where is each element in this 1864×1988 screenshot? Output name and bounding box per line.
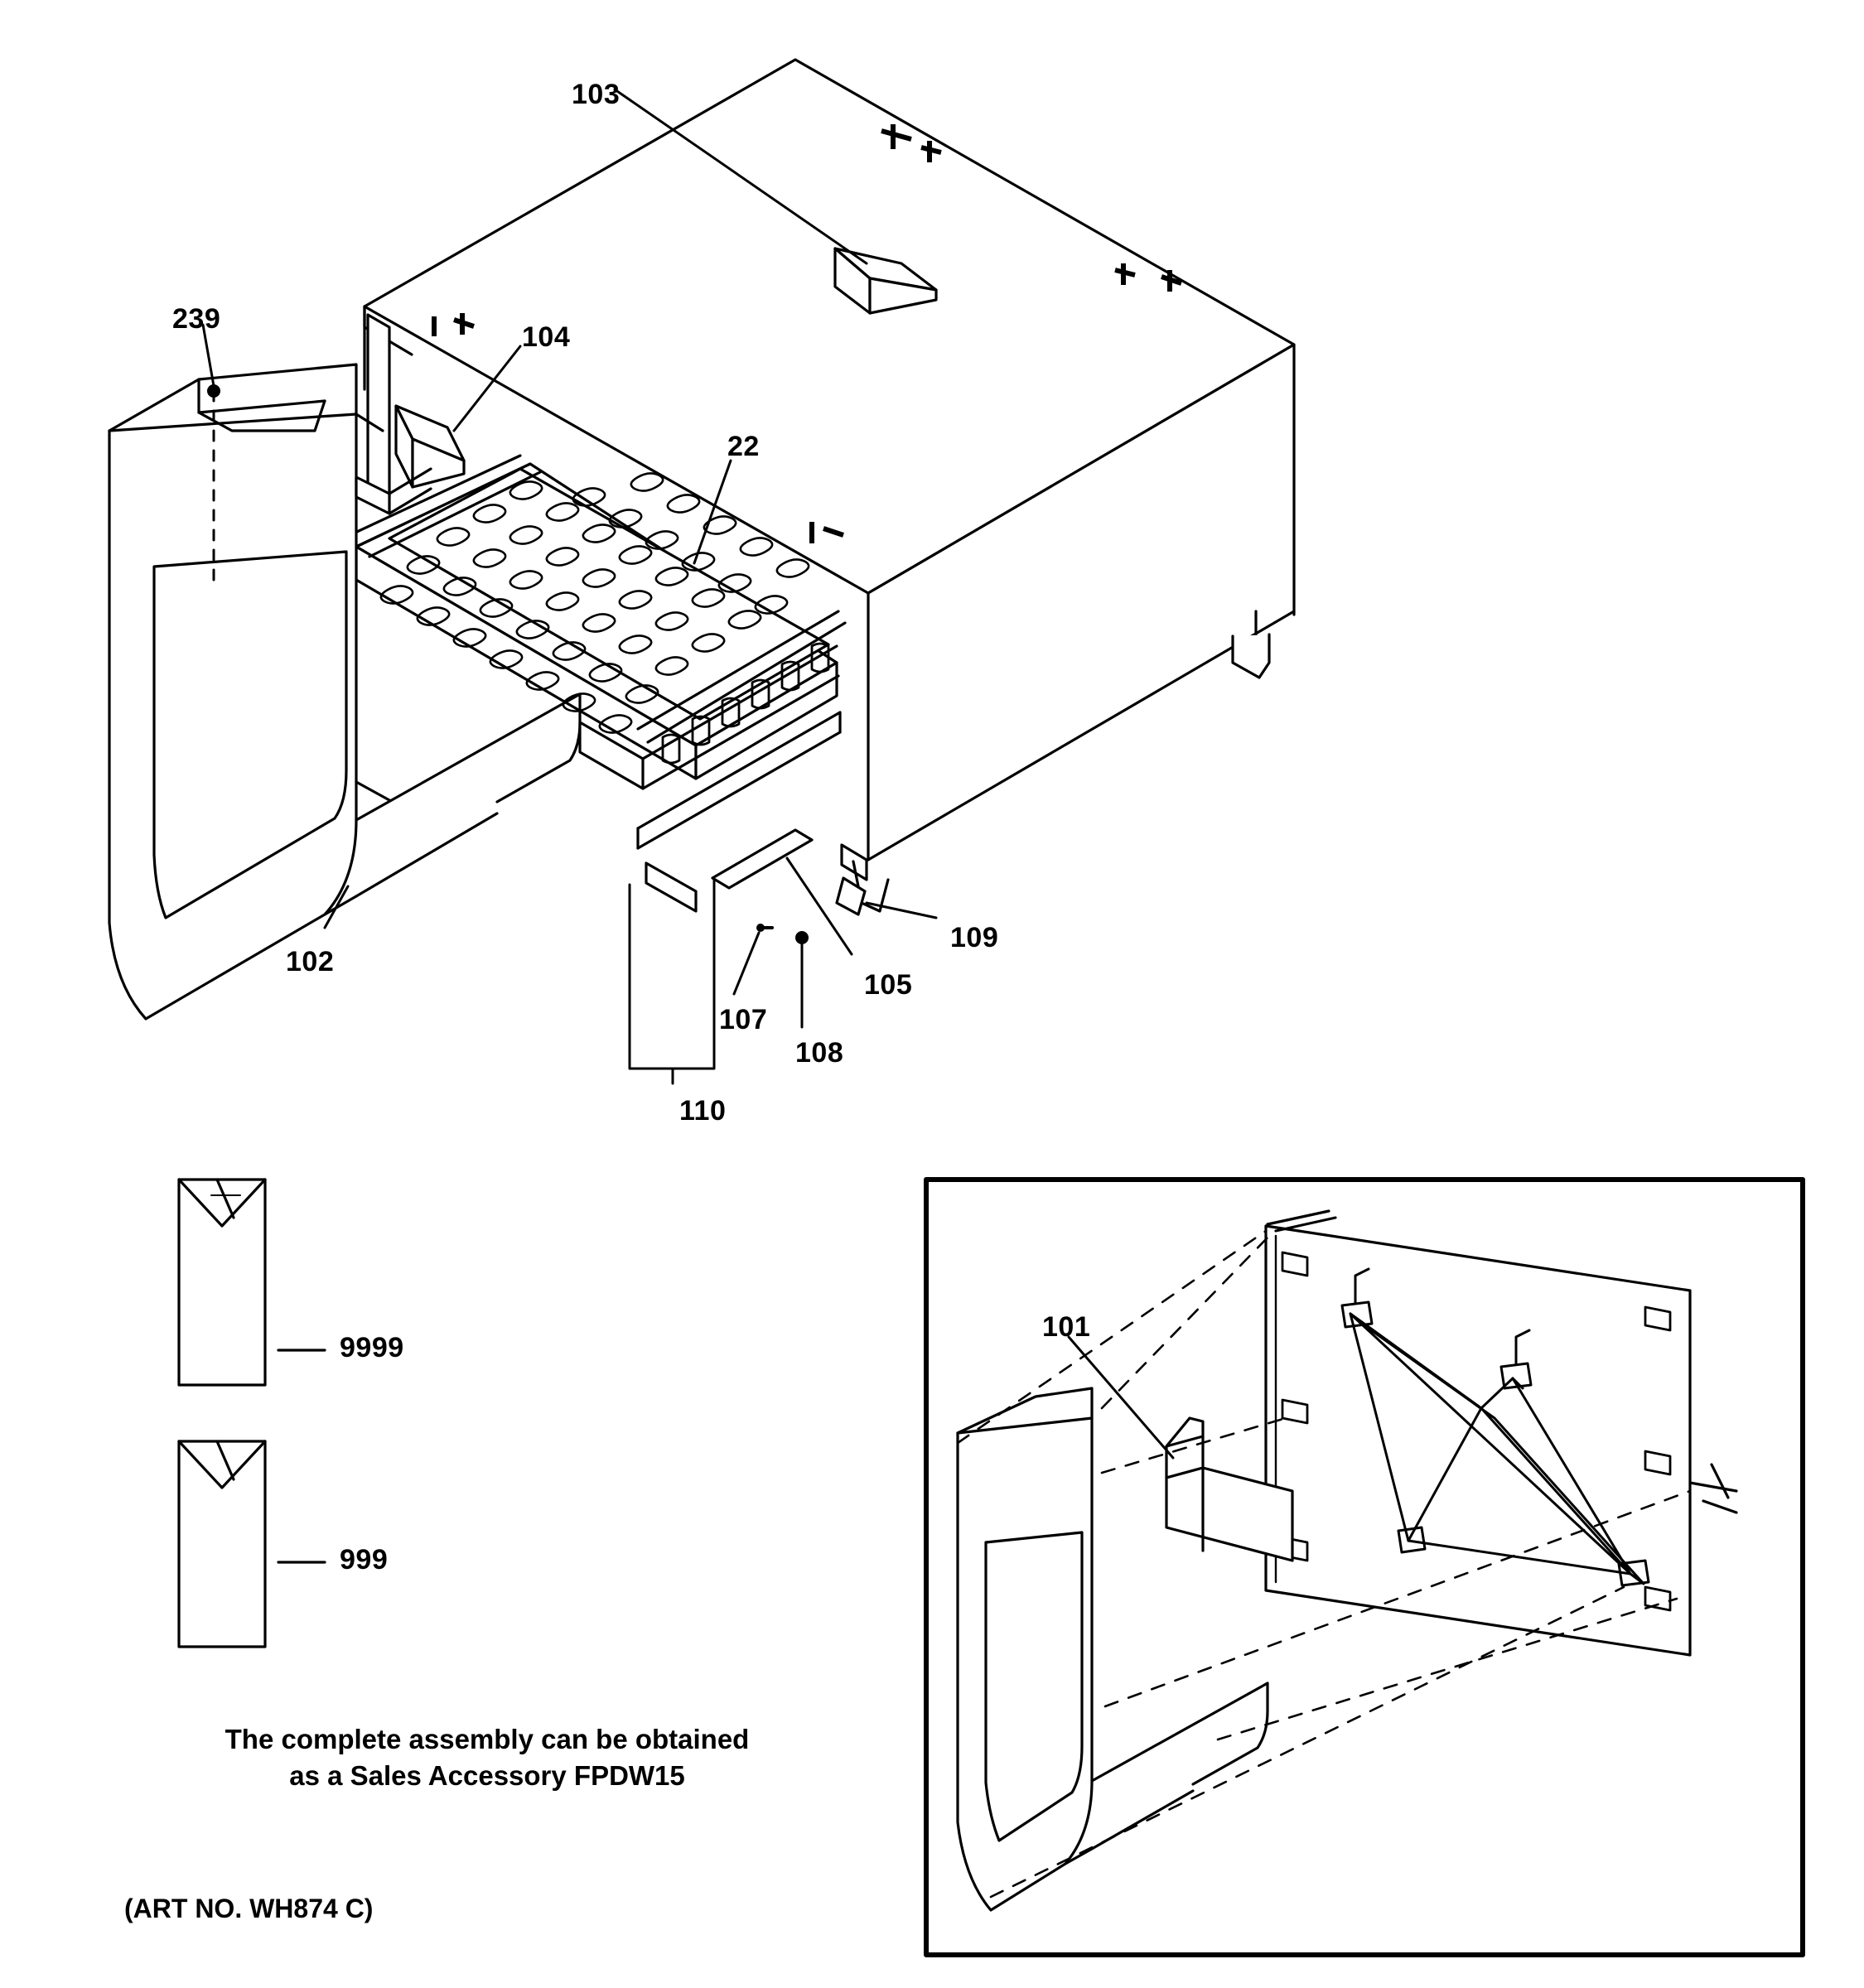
callout-22: 22	[727, 431, 760, 462]
callout-239: 239	[172, 303, 221, 335]
art-number: (ART NO. WH874 C)	[124, 1894, 374, 1923]
callout-109: 109	[950, 922, 999, 953]
assembly-note-line-2: as a Sales Accessory FPDW15	[289, 1760, 685, 1791]
callout-104: 104	[522, 321, 571, 353]
callout-102: 102	[286, 946, 335, 977]
callout-108: 108	[795, 1037, 844, 1069]
assembly-note-line-1: The complete assembly can be obtained	[225, 1724, 750, 1754]
callout-105: 105	[864, 969, 913, 1001]
callout-101: 101	[1042, 1311, 1091, 1343]
callout-999: 999	[340, 1544, 389, 1575]
callout-110: 110	[679, 1095, 727, 1127]
callout-9999: 9999	[340, 1332, 404, 1363]
callout-107: 107	[719, 1004, 768, 1035]
callout-103: 103	[572, 79, 621, 110]
